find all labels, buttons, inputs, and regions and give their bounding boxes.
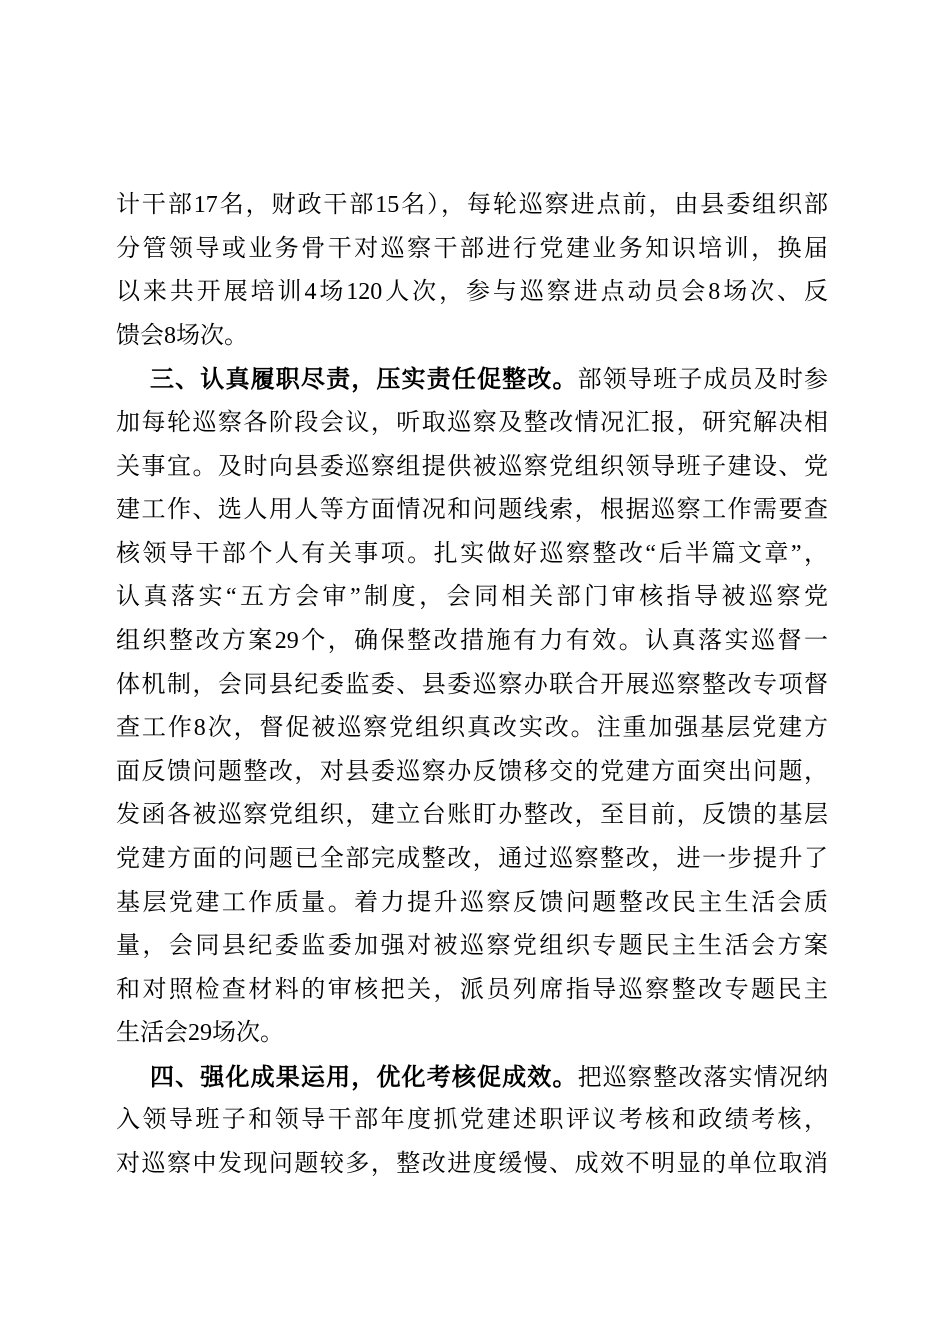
body-text: 核领导干部个人有关事项。扎实做好巡察整改“后半篇文章”， xyxy=(116,540,828,567)
section-heading-text: 三、认真履职尽责，压实责任促整改。 xyxy=(150,366,578,394)
paragraph-section-four xyxy=(116,1056,828,1187)
body-text: 部领导班子成员及时参 xyxy=(577,367,828,394)
text-line xyxy=(116,838,828,882)
body-text: 基层党建工作质量。着力提升巡察反馈问题整改民主生活会质 xyxy=(116,889,828,916)
text-line xyxy=(116,315,828,359)
text-line xyxy=(116,184,828,228)
body-text: 分管领导或业务骨干对巡察干部进行党建业务知识培训，换届 xyxy=(116,235,828,262)
text-line xyxy=(116,751,828,795)
body-text: 发函各被巡察党组织，建立台账盯办整改，至目前，反馈的基层 xyxy=(116,802,828,829)
body-text: 党建方面的问题已全部完成整改，通过巡察整改，进一步提升了 xyxy=(116,845,828,872)
paragraph-section-three xyxy=(116,358,828,1056)
body-text: 和对照检查材料的审核把关，派员列席指导巡察整改专题民主 xyxy=(116,976,828,1003)
body-text: 认真落实“五方会审”制度，会同相关部门审核指导被巡察党 xyxy=(116,584,828,611)
body-text: 关事宜。及时向县委巡察组提供被巡察党组织领导班子建设、党 xyxy=(116,453,828,480)
body-text: 建工作、选人用人等方面情况和问题线索，根据巡察工作需要查 xyxy=(116,497,828,524)
text-line xyxy=(116,620,828,664)
text-line xyxy=(116,1099,828,1143)
text-line xyxy=(116,882,828,926)
body-text: 入领导班子和领导干部年度抓党建述职评议考核和政绩考核， xyxy=(116,1107,828,1134)
body-text: 加每轮巡察各阶段会议，听取巡察及整改情况汇报，研究解决相 xyxy=(116,409,828,436)
body-text: 把巡察整改落实情况纳 xyxy=(577,1064,828,1091)
text-line xyxy=(116,1143,828,1187)
section-heading-text: 四、强化成果运用，优化考核促成效。 xyxy=(150,1063,578,1091)
text-line xyxy=(116,1056,828,1100)
text-line xyxy=(116,489,828,533)
text-line xyxy=(116,969,828,1013)
paragraph-continuation-top xyxy=(116,184,828,358)
body-text: 体机制，会同县纪委监委、县委巡察办联合开展巡察整改专项督 xyxy=(116,671,828,698)
text-line xyxy=(116,1012,828,1056)
body-text: 组织整改方案29个，确保整改措施有力有效。认真落实巡督一 xyxy=(116,627,828,654)
body-text: 计干部17名，财政干部15名），每轮巡察进点前，由县委组织部 xyxy=(116,192,828,218)
body-text: 生活会29场次。 xyxy=(116,1020,284,1047)
text-line xyxy=(116,664,828,708)
text-line xyxy=(116,358,828,402)
body-text: 馈会8场次。 xyxy=(116,322,248,349)
body-text: 查工作8次，督促被巡察党组织真改实改。注重加强基层党建方 xyxy=(116,715,828,742)
body-text: 对巡察中发现问题较多，整改进度缓慢、成效不明显的单位取消 xyxy=(116,1151,828,1178)
text-line xyxy=(116,446,828,490)
body-text: 面反馈问题整改，对县委巡察办反馈移交的党建方面突出问题， xyxy=(116,758,828,785)
body-text: 以来共开展培训4场120人次，参与巡察进点动员会8场次、反 xyxy=(116,279,828,306)
text-line xyxy=(116,402,828,446)
body-text: 量，会同县纪委监委加强对被巡察党组织专题民主生活会方案 xyxy=(116,933,828,960)
text-line xyxy=(116,794,828,838)
text-line xyxy=(116,271,828,315)
text-line xyxy=(116,533,828,577)
text-line xyxy=(116,707,828,751)
text-line xyxy=(116,228,828,272)
document-text-block xyxy=(116,184,828,1187)
text-line xyxy=(116,925,828,969)
text-line xyxy=(116,576,828,620)
